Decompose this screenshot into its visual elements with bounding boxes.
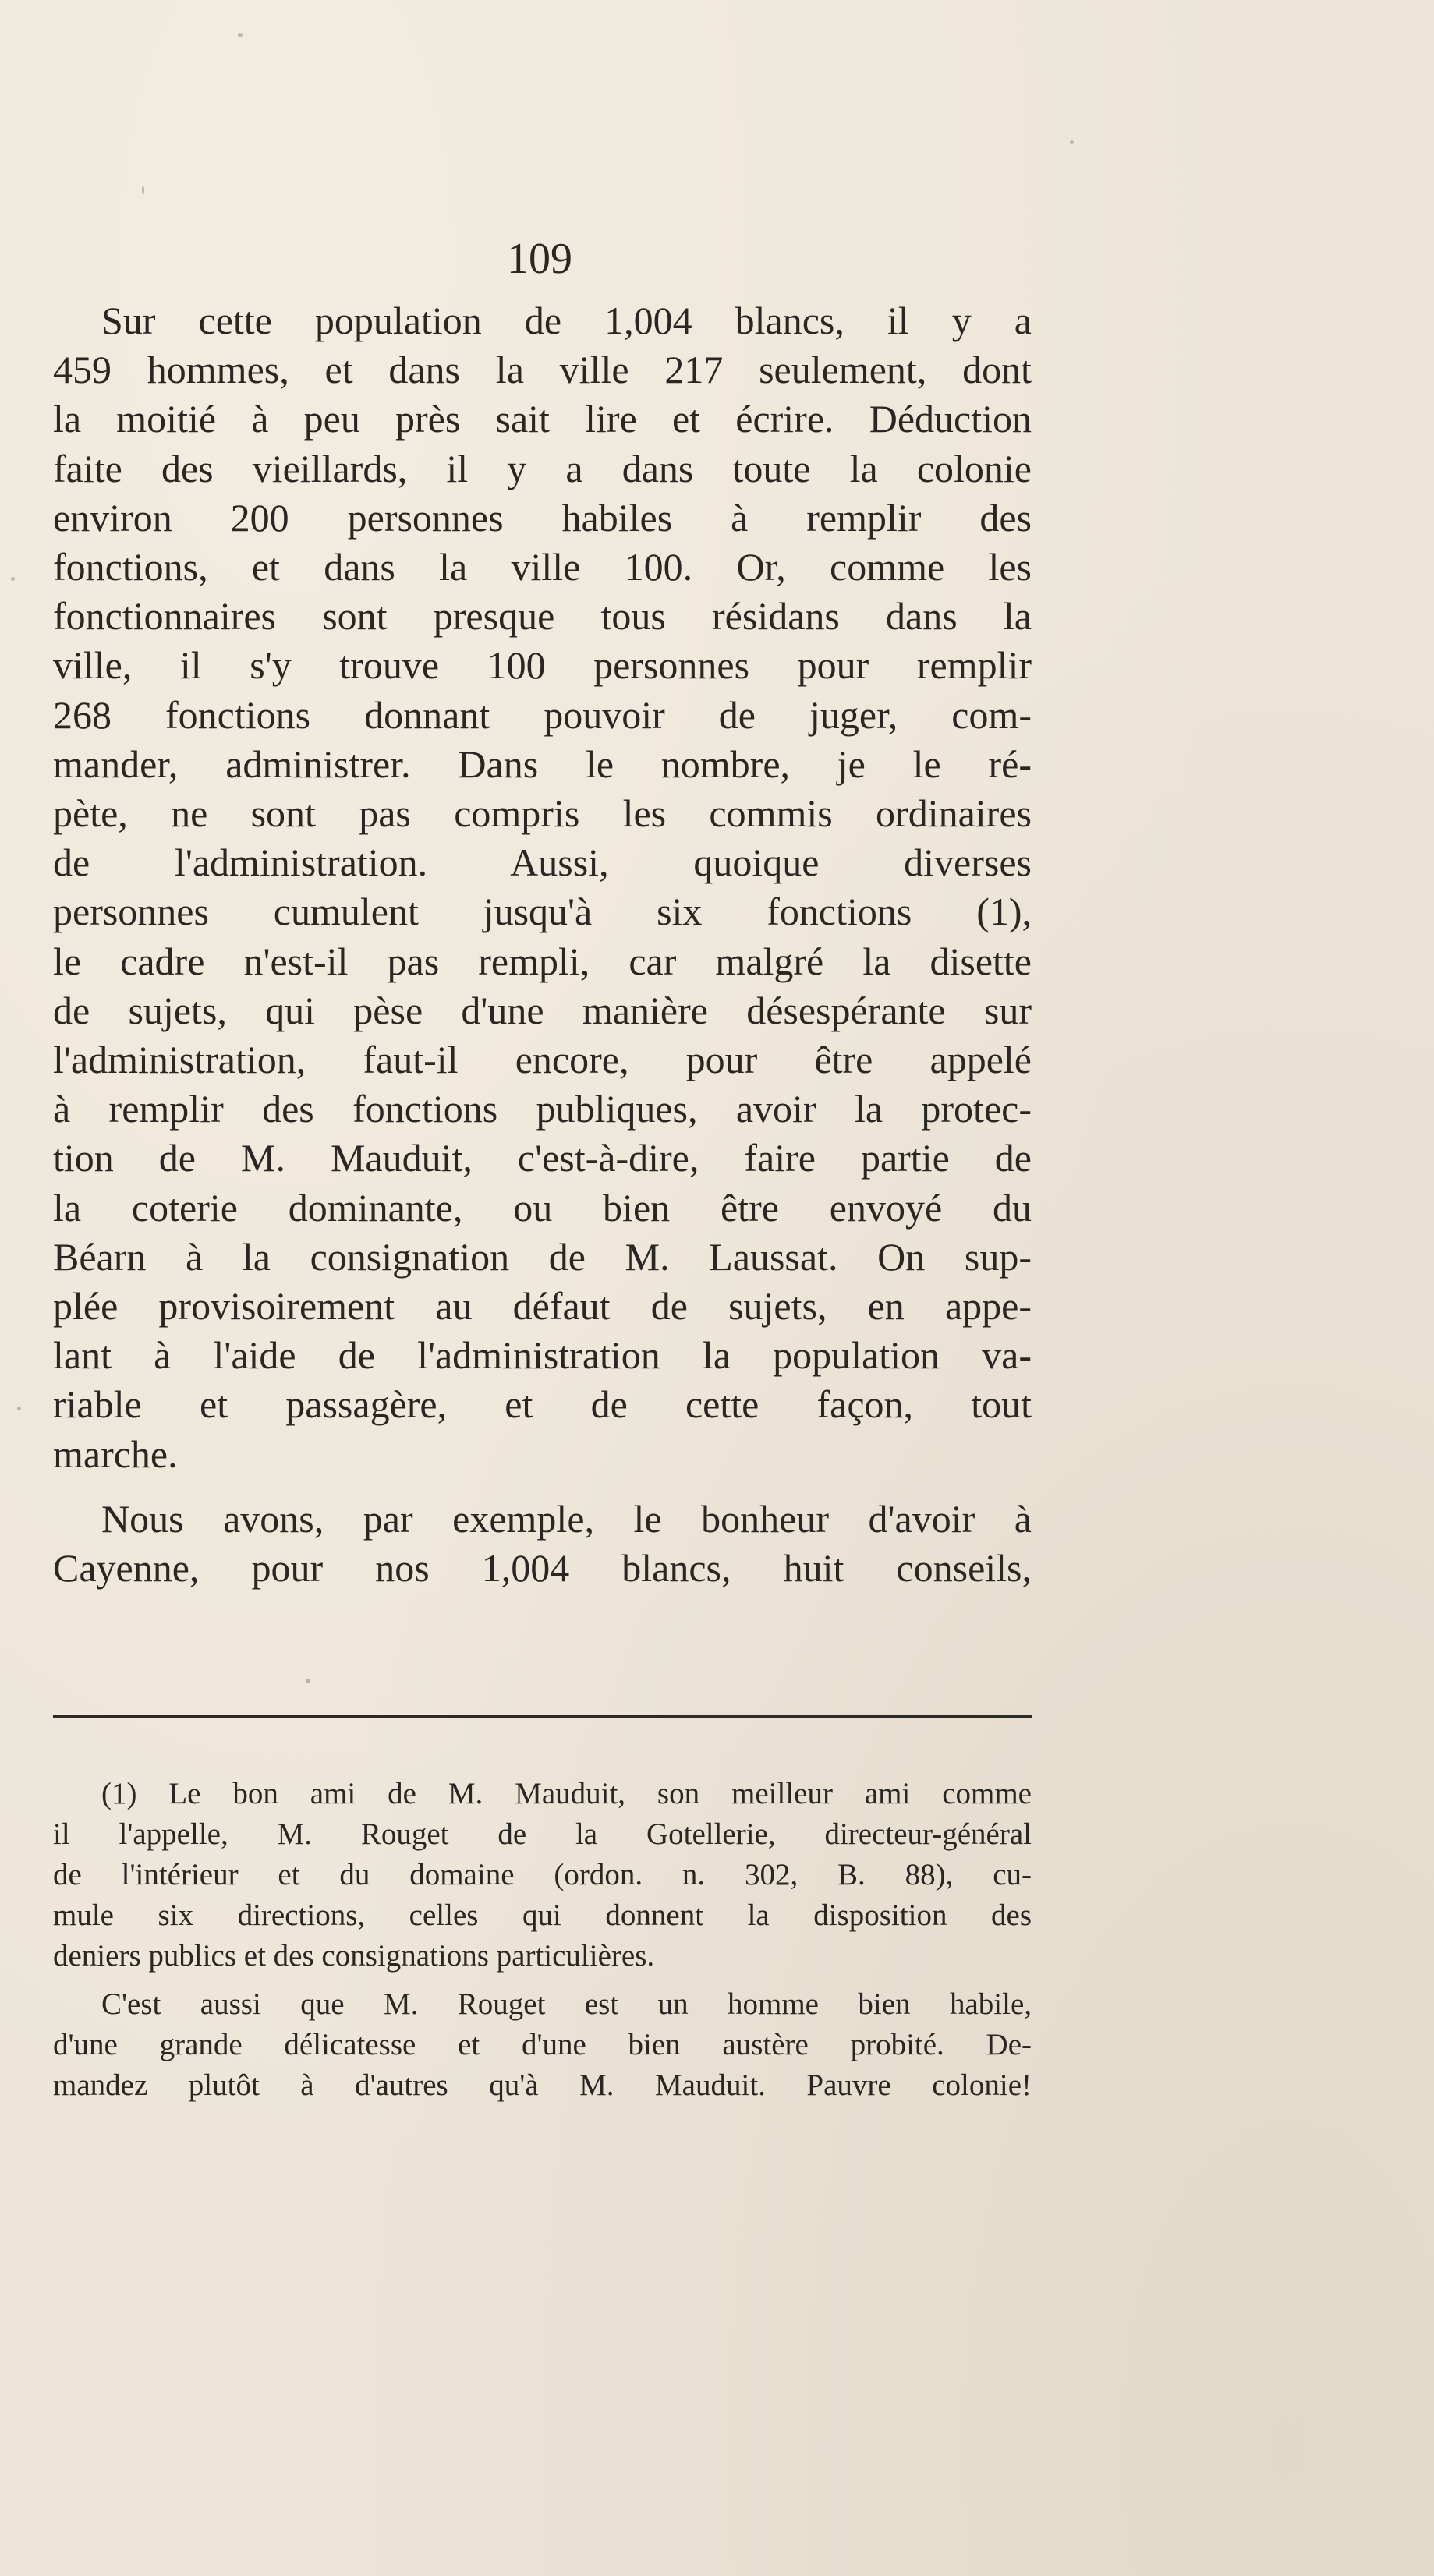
text-line: fonctionnaires sont presque tous résidans dans la (53, 594, 1032, 639)
text-line: l'administration, faut-il encore, pour être appelé (53, 1038, 1032, 1082)
text-line: de l'administration. Aussi, quoique diverses (53, 840, 1032, 885)
paper-speck (1070, 140, 1074, 144)
footnote-line: d'une grande délicatesse et d'une bien austère probité. De- (53, 2028, 1032, 2061)
footnote-line: (1) Le bon ami de M. Mauduit, son meilleur ami comme (101, 1777, 1032, 1810)
footnote-line: deniers publics et des consignations particulières. (53, 1939, 655, 1973)
footnote-line: mule six directions, celles qui donnent la disposition des (53, 1898, 1032, 1932)
text-line: la moitié à peu près sait lire et écrire. Déduction (53, 397, 1032, 441)
text-line: plée provisoirement au défaut de sujets, en appe- (53, 1284, 1032, 1329)
text-line: pète, ne sont pas compris les commis ordinaires (53, 791, 1032, 836)
text-line: le cadre n'est-il pas rempli, car malgré la disette (53, 939, 1032, 983)
footnote-line: C'est aussi que M. Rouget est un homme bien habile, (101, 1987, 1032, 2021)
text-line: faite des vieillards, il y a dans toute la colonie (53, 446, 1032, 490)
text-line: fonctions, et dans la ville 100. Or, comme les (53, 545, 1032, 589)
text-line: tion de M. Mauduit, c'est-à-dire, faire partie de (53, 1136, 1032, 1180)
text-line: 459 hommes, et dans la ville 217 seulement, dont (53, 348, 1032, 392)
text-line: ville, il s'y trouve 100 personnes pour remplir (53, 643, 1032, 688)
text-line: la coterie dominante, ou bien être envoyé du (53, 1185, 1032, 1230)
paper-speck (306, 1679, 310, 1683)
paper-speck (238, 33, 243, 37)
text-line: mander, administrer. Dans le nombre, je le ré- (53, 741, 1032, 786)
text-line: marche. (53, 1431, 178, 1476)
footnote (53, 1774, 1032, 2106)
footnote-divider (53, 1715, 1032, 1718)
text-line: personnes cumulent jusqu'à six fonctions (1), (53, 890, 1032, 934)
paper-speck (17, 1407, 21, 1410)
text-line: 268 fonctions donnant pouvoir de juger, com- (53, 692, 1032, 737)
text-line: Sur cette population de 1,004 blancs, il y a (101, 299, 1032, 342)
footnote-line: de l'intérieur et du domaine (ordon. n. 302, B. 88), cu- (53, 1858, 1032, 1891)
text-line: environ 200 personnes habiles à remplir des (53, 495, 1032, 540)
page-number: 109 (507, 235, 572, 283)
body-text (53, 296, 1032, 1593)
text-line: Nous avons, par exemple, le bonheur d'avoir à (101, 1496, 1032, 1541)
footnote-line: mandez plutôt à d'autres qu'à M. Mauduit. Pauvre colonie! (53, 2068, 1032, 2102)
text-line: lant à l'aide de l'administration la population va- (53, 1333, 1032, 1378)
text-line: Béarn à la consignation de M. Laussat. On sup- (53, 1234, 1032, 1279)
paper-speck (11, 577, 15, 581)
text-line: Cayenne, pour nos 1,004 blancs, huit conseils, (53, 1546, 1032, 1591)
text-line: riable et passagère, et de cette façon, tout (53, 1382, 1032, 1427)
paper-speck (142, 186, 144, 195)
text-line: de sujets, qui pèse d'une manière désespérante sur (53, 988, 1032, 1032)
footnote-line: il l'appelle, M. Rouget de la Gotellerie, directeur-général (53, 1817, 1032, 1851)
text-line: à remplir des fonctions publiques, avoir la protec- (53, 1087, 1032, 1131)
